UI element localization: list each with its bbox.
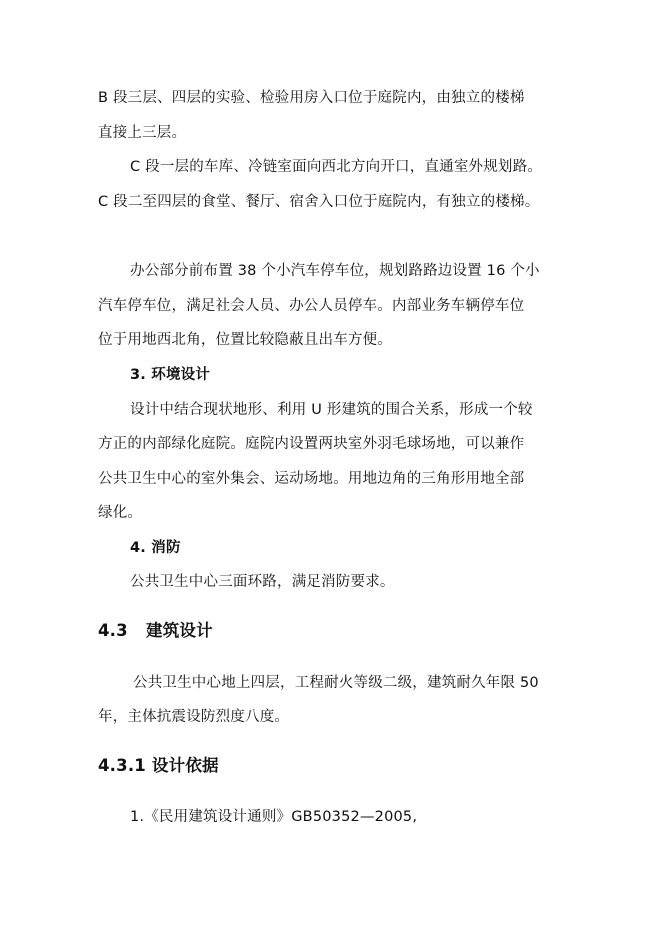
section-heading: 4. 消防 bbox=[130, 540, 181, 556]
list-item: 1.《民用建筑设计通则》GB50352—2005, bbox=[130, 809, 418, 825]
paragraph-line: 设计中结合现状地形、利用 U 形建筑的围合关系，形成一个较 bbox=[130, 402, 533, 418]
paragraph-line: 年，主体抗震设防烈度八度。 bbox=[98, 709, 290, 725]
paragraph-line: 汽车停车位，满足社会人员、办公人员停车。内部业务车辆停车位 bbox=[98, 298, 525, 314]
section-number: 4.3 bbox=[98, 621, 128, 640]
paragraph-line: 直接上三层。 bbox=[98, 125, 187, 141]
paragraph-line: 公共卫生中心地上四层，工程耐火等级二级，建筑耐久年限 50 bbox=[133, 675, 539, 691]
paragraph-line: 公共卫生中心三面环路，满足消防要求。 bbox=[130, 574, 395, 590]
paragraph-line: 绿化。 bbox=[98, 505, 143, 521]
paragraph-line: 位于用地西北角，位置比较隐蔽且出车方便。 bbox=[98, 332, 392, 348]
paragraph-line: C 段二至四层的食堂、餐厅、宿舍入口位于庭院内，有独立的楼梯。 bbox=[98, 194, 540, 210]
section-title: 建筑设计 bbox=[146, 621, 213, 640]
paragraph-line: C 段一层的车库、冷链室面向西北方向开口，直通室外规划路。 bbox=[130, 159, 543, 175]
paragraph-line: B 段三层、四层的实验、检验用房入口位于庭院内，由独立的楼梯 bbox=[98, 90, 525, 106]
paragraph-line: 办公部分前布置 38 个小汽车停车位，规划路路边设置 16 个小 bbox=[130, 263, 540, 279]
section-heading: 3. 环境设计 bbox=[130, 367, 211, 383]
paragraph-line: 公共卫生中心的室外集会、运动场地。用地边角的三角形用地全部 bbox=[98, 471, 525, 487]
paragraph-line: 方正的内部绿化庭院。庭院内设置两块室外羽毛球场地，可以兼作 bbox=[98, 436, 525, 452]
subsection-heading: 4.3.1 设计依据 bbox=[98, 756, 219, 775]
